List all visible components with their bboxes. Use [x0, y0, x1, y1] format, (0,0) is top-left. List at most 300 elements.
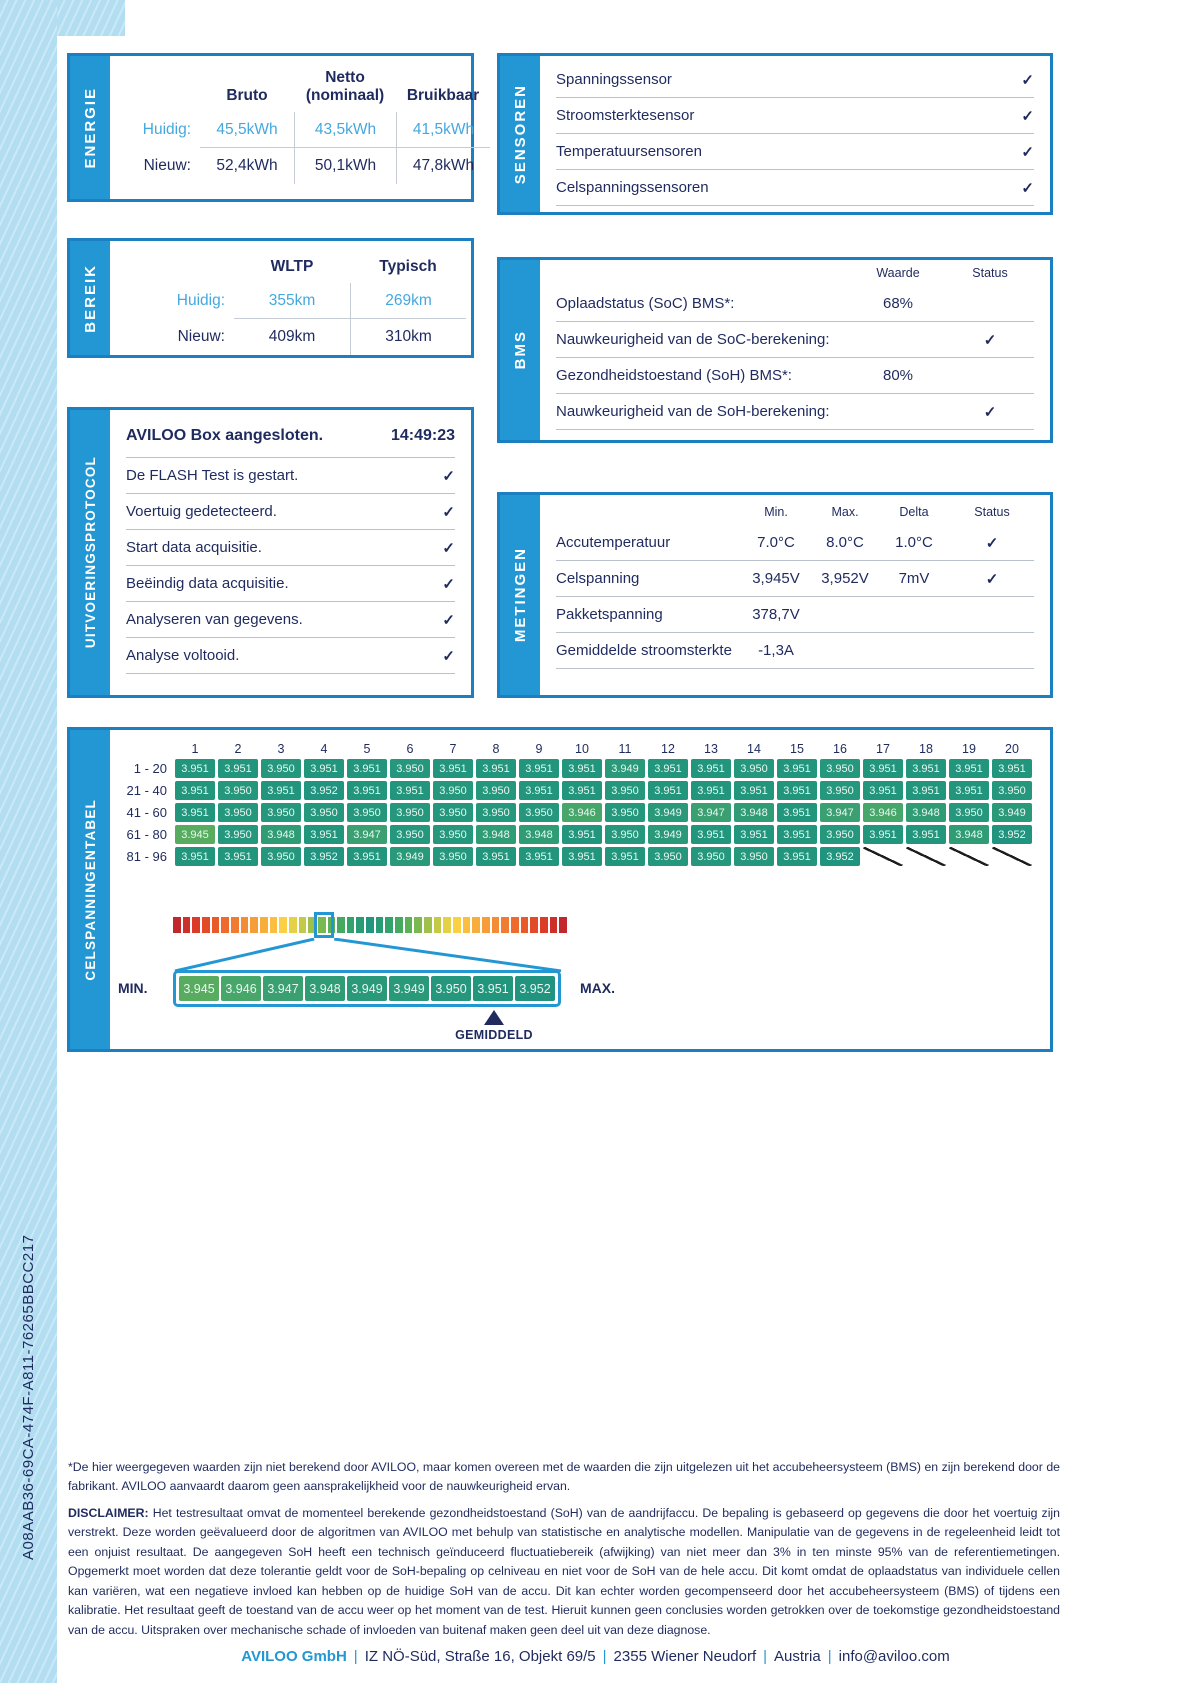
energie-section	[67, 53, 480, 202]
bereik-huidig-typisch: 269km	[350, 283, 466, 319]
cell-voltage-value: 3.950	[820, 825, 860, 844]
check-icon: ✓	[442, 539, 455, 557]
cell-voltage-value: 3.951	[777, 781, 817, 800]
cell-table-row	[115, 825, 1035, 844]
cell-voltage-value: 3.951	[433, 759, 473, 778]
cell-voltage-value: 3.950	[218, 803, 258, 822]
bereik-col-wltp	[234, 249, 350, 283]
cell-voltage-value: 3.950	[476, 803, 516, 822]
metingen-row	[556, 597, 1034, 633]
col-label: Typisch	[379, 258, 437, 275]
bereik-tab-label: BEREIK	[81, 263, 99, 333]
cell-voltage-value: 3.951	[691, 825, 731, 844]
cell-column-number: 6	[406, 742, 414, 756]
check-icon: ✓	[442, 467, 455, 485]
footer-address-part: Austria	[774, 1648, 821, 1665]
energie-tab	[70, 56, 110, 199]
cell-voltage-value: 3.951	[562, 825, 602, 844]
report-serial-number: A08AAB36-69CA-474F-A811-76265BBCC217	[20, 1234, 37, 1560]
sensoren-section	[497, 53, 1053, 215]
spectrum-segment	[250, 917, 258, 933]
celltable-section	[67, 727, 1053, 1052]
disclaimer-text: Het testresultaat omvat de momenteel berekende gezondheidstoestand (SoH) van de aandrijfaccu. De bepaling is gebaseerd op gegevens die door het voertuig zijn verstrekt. Deze worden geëvalueerd door de algoritmen van AVILOO met behulp van statistische en analytische modellen. Manipulatie van de gegevens in de regeleenheid leidt tot een onjuist resultaat. De aangegeven SoH heeft een technisch geïnduceerd fluctuatiebereik (afwijking) van niet meer dan 3% in ten minste 95% van de referentiemetingen. Opgemerkt moet worden dat deze tolerantie geldt voor de SoH-bepaling op celniveau en niet voor de SoH van de hele accu. Dit komt omdat de oplaadstatus van individuele cellen kan variëren, wat een negatieve invloed kan hebben op de huidige SoH van de accu. Dit kan echter worden gecompenseerd door het accubeheersysteem (BMS) of tijdens een kalibratie. Het resultaat geeft de toestand van de accu weer op het moment van de test. Hieruit kunnen geen conclusies worden getrokken over de toekomstige gezondheidstoestand van de accu. Uitspraken over mechanische schade of invloeden van buitenaf maken geen deel uit van deze diagnose.	[68, 1506, 1060, 1637]
metingen-min-value: 7.0°C	[757, 534, 795, 551]
cell-column-number: 12	[661, 742, 675, 756]
celltable-content	[70, 730, 1050, 1049]
minmax-cell-value: 3.949	[347, 976, 387, 1001]
check-icon: ✓	[442, 611, 455, 629]
sensoren-tab	[500, 56, 540, 212]
col-line2: (nominaal)	[305, 87, 385, 104]
cell-voltage-value: 3.951	[734, 825, 774, 844]
footer-line	[0, 1648, 1191, 1665]
energie-huidig-netto: 43,5kWh	[294, 112, 396, 148]
cell-voltage-value: 3.950	[519, 803, 559, 822]
cell-voltage-value: 3.946	[863, 803, 903, 822]
cell-voltage-value: 3.949	[390, 847, 430, 866]
cell-voltage-value: 3.948	[949, 825, 989, 844]
cell-voltage-value: 3.952	[992, 825, 1032, 844]
disclaimer-label: DISCLAIMER:	[68, 1506, 149, 1520]
energie-tab-label: ENERGIE	[81, 86, 99, 169]
protocol-step-row	[126, 530, 455, 566]
footer-separator: |	[827, 1648, 832, 1665]
bms-row-label: Nauwkeurigheid van de SoC-berekening:	[556, 331, 830, 348]
cell-voltage-value: 3.951	[175, 759, 215, 778]
metingen-max-value: 8.0°C	[826, 534, 864, 551]
protocol-header-time: 14:49:23	[390, 426, 455, 444]
cell-voltage-value: 3.951	[562, 847, 602, 866]
empty-cell-slash	[906, 847, 946, 866]
sensor-label: Temperatuursensoren	[556, 143, 702, 160]
sensor-row	[556, 134, 1034, 170]
metingen-row	[556, 561, 1034, 597]
cell-voltage-value: 3.951	[175, 803, 215, 822]
cell-voltage-value: 3.950	[992, 781, 1032, 800]
minmax-cell-value: 3.946	[221, 976, 261, 1001]
energie-nieuw-bruikbaar: 47,8kWh	[396, 148, 490, 184]
cell-voltage-value: 3.951	[347, 847, 387, 866]
spectrum-segment	[366, 917, 374, 933]
footer-email: info@aviloo.com	[838, 1648, 950, 1665]
spectrum-segment	[472, 917, 480, 933]
cell-voltage-value: 3.951	[347, 781, 387, 800]
check-icon: ✓	[983, 331, 997, 349]
spectrum-segment	[482, 917, 490, 933]
cell-voltage-value: 3.951	[519, 759, 559, 778]
cell-voltage-value: 3.950	[390, 803, 430, 822]
cell-voltage-value: 3.951	[863, 781, 903, 800]
metingen-max-value: 3,952V	[821, 570, 869, 587]
cell-voltage-value: 3.951	[906, 781, 946, 800]
protocol-tab-label: UITVOERINGSPROTOCOL	[82, 456, 98, 649]
cell-row-label: 61 - 80	[126, 827, 167, 842]
bms-header-row	[556, 260, 1034, 286]
spectrum-segment	[540, 917, 548, 933]
min-label: MIN.	[118, 980, 148, 996]
spectrum-segment	[202, 917, 210, 933]
top-left-decoration	[57, 0, 125, 36]
energie-nieuw-bruto: 52,4kWh	[216, 157, 278, 174]
bereik-tab	[70, 241, 110, 355]
bms-row-label: Gezondheidstoestand (SoH) BMS*:	[556, 367, 792, 384]
spectrum-segment	[212, 917, 220, 933]
cell-voltage-value: 3.951	[175, 847, 215, 866]
spectrum-segment	[279, 917, 287, 933]
cell-column-number: 9	[535, 742, 543, 756]
protocol-step-label: De FLASH Test is gestart.	[126, 467, 299, 484]
cell-voltage-value: 3.950	[433, 781, 473, 800]
protocol-step-row	[126, 602, 455, 638]
celltable-tab-label: CELSPANNINGENTABEL	[82, 798, 98, 981]
check-icon: ✓	[442, 503, 455, 521]
cell-column-number: 2	[234, 742, 242, 756]
protocol-step-label: Voertuig gedetecteerd.	[126, 503, 277, 520]
cell-voltage-value: 3.948	[476, 825, 516, 844]
energie-nieuw-netto: 50,1kWh	[294, 148, 396, 184]
bms-row	[556, 358, 1034, 394]
magnifier-trapezoid	[165, 938, 585, 972]
cell-voltage-value: 3.950	[949, 803, 989, 822]
energie-row-huidig-label: Huidig:	[142, 121, 191, 138]
footer-separator: |	[602, 1648, 607, 1665]
metingen-delta-value: 7mV	[898, 570, 930, 587]
metingen-section	[497, 492, 1053, 698]
cell-column-number: 4	[320, 742, 328, 756]
minmax-cell-value: 3.947	[263, 976, 303, 1001]
cell-voltage-value: 3.947	[691, 803, 731, 822]
metingen-content	[540, 495, 1050, 695]
metingen-min-value: 378,7V	[752, 606, 800, 623]
col-line1: Netto	[325, 69, 365, 86]
cell-voltage-value: 3.948	[519, 825, 559, 844]
cell-voltage-value: 3.951	[648, 759, 688, 778]
cell-voltage-value: 3.950	[605, 781, 645, 800]
energie-col-bruikbaar	[396, 64, 490, 112]
spectrum-segment	[241, 917, 249, 933]
cell-voltage-value: 3.950	[820, 759, 860, 778]
col-label: WLTP	[270, 258, 314, 275]
spectrum-segment	[385, 917, 393, 933]
bereik-corner	[124, 249, 234, 283]
cell-column-number: 11	[618, 742, 632, 756]
spectrum-segment	[550, 917, 558, 933]
bms-tab-label: BMS	[511, 330, 529, 370]
minmax-cell-value: 3.945	[179, 976, 219, 1001]
cell-column-number: 18	[919, 742, 933, 756]
bms-section	[497, 257, 1053, 443]
check-icon: ✓	[1021, 179, 1034, 197]
bms-col-status: Status	[972, 266, 1008, 280]
voltage-spectrum-bar	[173, 917, 567, 933]
protocol-header-label: AVILOO Box aangesloten.	[126, 426, 324, 444]
cell-column-number: 10	[575, 742, 589, 756]
cell-row-label: 21 - 40	[126, 783, 167, 798]
check-icon: ✓	[442, 575, 455, 593]
bms-row-label: Oplaadstatus (SoC) BMS*:	[556, 295, 735, 312]
cell-table-header-row	[115, 742, 1035, 756]
cell-voltage-value: 3.948	[906, 803, 946, 822]
cell-voltage-value: 3.950	[734, 759, 774, 778]
cell-table-row	[115, 803, 1035, 822]
check-icon: ✓	[985, 534, 999, 552]
cell-voltage-value: 3.950	[648, 847, 688, 866]
cell-column-number: 20	[1005, 742, 1019, 756]
spectrum-segment	[395, 917, 403, 933]
protocol-step-row	[126, 458, 455, 494]
protocol-step-row	[126, 638, 455, 674]
cell-voltage-value: 3.950	[218, 825, 258, 844]
cell-voltage-value: 3.947	[347, 825, 387, 844]
sensor-label: Stroomsterktesensor	[556, 107, 695, 124]
cell-voltage-value: 3.947	[820, 803, 860, 822]
sensoren-content	[540, 56, 1050, 212]
metingen-row	[556, 525, 1034, 561]
spectrum-segment	[347, 917, 355, 933]
energie-content	[110, 56, 480, 199]
spectrum-segment	[492, 917, 500, 933]
protocol-step-label: Start data acquisitie.	[126, 539, 262, 556]
cell-voltage-value: 3.951	[519, 847, 559, 866]
cell-voltage-value: 3.951	[992, 759, 1032, 778]
cell-voltage-value: 3.951	[562, 759, 602, 778]
protocol-step-label: Analyseren van gegevens.	[126, 611, 303, 628]
cell-voltage-value: 3.950	[734, 847, 774, 866]
spectrum-segment	[183, 917, 191, 933]
energie-huidig-bruikbaar: 41,5kWh	[396, 112, 490, 148]
cell-voltage-value: 3.951	[648, 781, 688, 800]
cell-voltage-value: 3.950	[304, 803, 344, 822]
cell-column-number: 1	[191, 742, 199, 756]
cell-voltage-value: 3.950	[433, 803, 473, 822]
cell-column-number: 17	[876, 742, 890, 756]
sensor-row	[556, 62, 1034, 98]
cell-voltage-value: 3.950	[476, 781, 516, 800]
spectrum-segment	[501, 917, 509, 933]
cell-row-label: 1 - 20	[133, 761, 167, 776]
cell-voltage-value: 3.951	[519, 781, 559, 800]
cell-column-number: 16	[833, 742, 847, 756]
cell-voltage-value: 3.951	[605, 847, 645, 866]
bms-row-label: Nauwkeurigheid van de SoH-berekening:	[556, 403, 830, 420]
cell-voltage-value: 3.949	[992, 803, 1032, 822]
protocol-section	[67, 407, 474, 698]
cell-voltage-value: 3.950	[261, 759, 301, 778]
cell-voltage-value: 3.950	[390, 825, 430, 844]
bms-content	[540, 260, 1050, 440]
metingen-min-value: -1,3A	[758, 642, 794, 659]
check-icon: ✓	[983, 403, 997, 421]
empty-cell-slash	[949, 847, 989, 866]
bms-row-waarde: 80%	[882, 367, 914, 384]
energie-huidig-bruto: 45,5kWh	[200, 112, 294, 148]
cell-voltage-value: 3.950	[433, 825, 473, 844]
cell-voltage-value: 3.951	[906, 759, 946, 778]
spectrum-segment	[424, 917, 432, 933]
empty-cell-slash	[863, 847, 903, 866]
cell-voltage-value: 3.951	[304, 759, 344, 778]
cell-voltage-value: 3.948	[734, 803, 774, 822]
cell-voltage-value: 3.951	[261, 781, 301, 800]
cell-row-label: 41 - 60	[126, 805, 167, 820]
cell-voltage-value: 3.950	[605, 825, 645, 844]
protocol-header-row	[126, 414, 455, 458]
bereik-huidig-wltp: 355km	[234, 283, 350, 319]
spectrum-segment	[443, 917, 451, 933]
metingen-row-label: Celspanning	[556, 570, 640, 587]
check-icon: ✓	[985, 570, 999, 588]
spectrum-segment	[511, 917, 519, 933]
cell-voltage-table	[115, 742, 1035, 869]
cell-voltage-value: 3.950	[218, 781, 258, 800]
footer-separator: |	[353, 1648, 358, 1665]
cell-column-number: 8	[492, 742, 500, 756]
check-icon: ✓	[442, 647, 455, 665]
minmax-cell-value: 3.951	[473, 976, 513, 1001]
cell-voltage-value: 3.951	[304, 825, 344, 844]
minmax-detail-row	[173, 970, 561, 1007]
metingen-row	[556, 633, 1034, 669]
minmax-cell-value: 3.950	[431, 976, 471, 1001]
bereik-nieuw-typisch: 310km	[350, 319, 466, 355]
cell-table-row	[115, 847, 1035, 866]
energie-col-netto	[294, 64, 396, 112]
empty-cell-slash	[992, 847, 1032, 866]
metingen-rows	[540, 525, 1050, 669]
metingen-row-label: Gemiddelde stroomsterkte	[556, 642, 732, 659]
protocol-step-row	[126, 494, 455, 530]
cell-voltage-value: 3.946	[562, 803, 602, 822]
minmax-cell-value: 3.949	[389, 976, 429, 1001]
sensor-label: Spanningssensor	[556, 71, 672, 88]
spectrum-segment	[299, 917, 307, 933]
metingen-tab	[500, 495, 540, 695]
cell-column-number: 7	[449, 742, 457, 756]
cell-row-label: 81 - 96	[126, 849, 167, 864]
spectrum-segment	[231, 917, 239, 933]
bms-row-waarde: 68%	[882, 295, 914, 312]
spectrum-segment	[221, 917, 229, 933]
metingen-col-status: Status	[974, 505, 1010, 519]
sensoren-tab-label: SENSOREN	[511, 83, 529, 185]
cell-voltage-value: 3.951	[777, 759, 817, 778]
cell-voltage-value: 3.949	[605, 759, 645, 778]
cell-column-number: 3	[277, 742, 285, 756]
metingen-min-value: 3,945V	[752, 570, 800, 587]
spectrum-highlight-box	[314, 912, 334, 938]
cell-column-number: 14	[747, 742, 761, 756]
spectrum-segment	[521, 917, 529, 933]
cell-voltage-value: 3.951	[476, 759, 516, 778]
cell-voltage-value: 3.950	[347, 803, 387, 822]
spectrum-segment	[463, 917, 471, 933]
cell-voltage-value: 3.950	[261, 847, 301, 866]
metingen-row-label: Pakketspanning	[556, 606, 663, 623]
cell-column-number: 15	[790, 742, 804, 756]
metingen-row-label: Accutemperatuur	[556, 534, 671, 551]
sensor-row	[556, 170, 1034, 206]
cell-column-number: 19	[962, 742, 976, 756]
cell-voltage-value: 3.951	[218, 847, 258, 866]
bms-row	[556, 394, 1034, 430]
cell-voltage-value: 3.951	[949, 781, 989, 800]
cell-voltage-value: 3.951	[777, 847, 817, 866]
sensor-row	[556, 98, 1034, 134]
cell-voltage-value: 3.951	[863, 759, 903, 778]
spectrum-segment	[414, 917, 422, 933]
cell-voltage-value: 3.951	[390, 781, 430, 800]
average-label: GEMIDDELD	[455, 1028, 533, 1042]
bms-footnote: *De hier weergegeven waarden zijn niet berekend door AVILOO, maar komen overeen met de waarden die zijn uitgelezen uit het accubeheersysteem (BMS) en zijn berekend door de fabrikant. AVILOO aanvaardt daarom geen aansprakelijkheid voor de nauwkeurigheid ervan.	[68, 1460, 1060, 1494]
col-line2: Bruikbaar	[406, 87, 480, 104]
cell-voltage-value: 3.950	[820, 781, 860, 800]
energie-table	[110, 56, 480, 184]
spectrum-segment	[453, 917, 461, 933]
minmax-cell-value: 3.948	[305, 976, 345, 1001]
cell-column-number: 13	[704, 742, 718, 756]
protocol-step-label: Analyse voltooid.	[126, 647, 240, 664]
cell-voltage-value: 3.951	[949, 759, 989, 778]
cell-voltage-value: 3.949	[648, 803, 688, 822]
cell-voltage-value: 3.951	[691, 759, 731, 778]
footer-address-part: 2355 Wiener Neudorf	[613, 1648, 757, 1665]
energie-corner	[124, 64, 200, 112]
metingen-col-min: Min.	[764, 505, 788, 519]
metingen-tab-label: METINGEN	[511, 547, 529, 643]
footer-separator: |	[763, 1648, 768, 1665]
protocol-tab	[70, 410, 110, 695]
disclaimer-paragraph	[68, 1504, 1060, 1640]
cell-voltage-value: 3.950	[433, 847, 473, 866]
bms-row	[556, 286, 1034, 322]
spectrum-segment	[289, 917, 297, 933]
minmax-cell-value: 3.952	[515, 976, 555, 1001]
cell-voltage-value: 3.950	[691, 847, 731, 866]
metingen-header-row	[556, 499, 1034, 525]
check-icon: ✓	[1021, 107, 1034, 125]
spectrum-segment	[270, 917, 278, 933]
spectrum-segment	[260, 917, 268, 933]
footer-company: AVILOO GmbH	[241, 1648, 347, 1665]
bereik-row-huidig-label: Huidig:	[176, 292, 225, 309]
cell-voltage-value: 3.948	[261, 825, 301, 844]
cell-voltage-value: 3.952	[820, 847, 860, 866]
cell-voltage-value: 3.951	[734, 781, 774, 800]
cell-voltage-value: 3.949	[648, 825, 688, 844]
bereik-row-nieuw-label: Nieuw:	[177, 328, 225, 345]
footer-address-part: IZ NÖ-Süd, Straße 16, Objekt 69/5	[364, 1648, 596, 1665]
max-label: MAX.	[580, 980, 615, 996]
cell-voltage-value: 3.951	[691, 781, 731, 800]
cell-voltage-value: 3.952	[304, 781, 344, 800]
metingen-col-delta: Delta	[899, 505, 929, 519]
cell-voltage-value: 3.951	[777, 825, 817, 844]
bms-rows	[540, 286, 1050, 430]
check-icon: ✓	[1021, 71, 1034, 89]
cell-voltage-value: 3.950	[390, 759, 430, 778]
metingen-delta-value: 1.0°C	[895, 534, 933, 551]
metingen-col-max: Max.	[831, 505, 859, 519]
cell-voltage-value: 3.945	[175, 825, 215, 844]
cell-voltage-value: 3.952	[304, 847, 344, 866]
spectrum-segment	[356, 917, 364, 933]
cell-voltage-value: 3.951	[175, 781, 215, 800]
cell-voltage-value: 3.951	[218, 759, 258, 778]
spectrum-segment	[434, 917, 442, 933]
cell-voltage-value: 3.950	[605, 803, 645, 822]
cell-voltage-value: 3.951	[476, 847, 516, 866]
protocol-step-row	[126, 566, 455, 602]
